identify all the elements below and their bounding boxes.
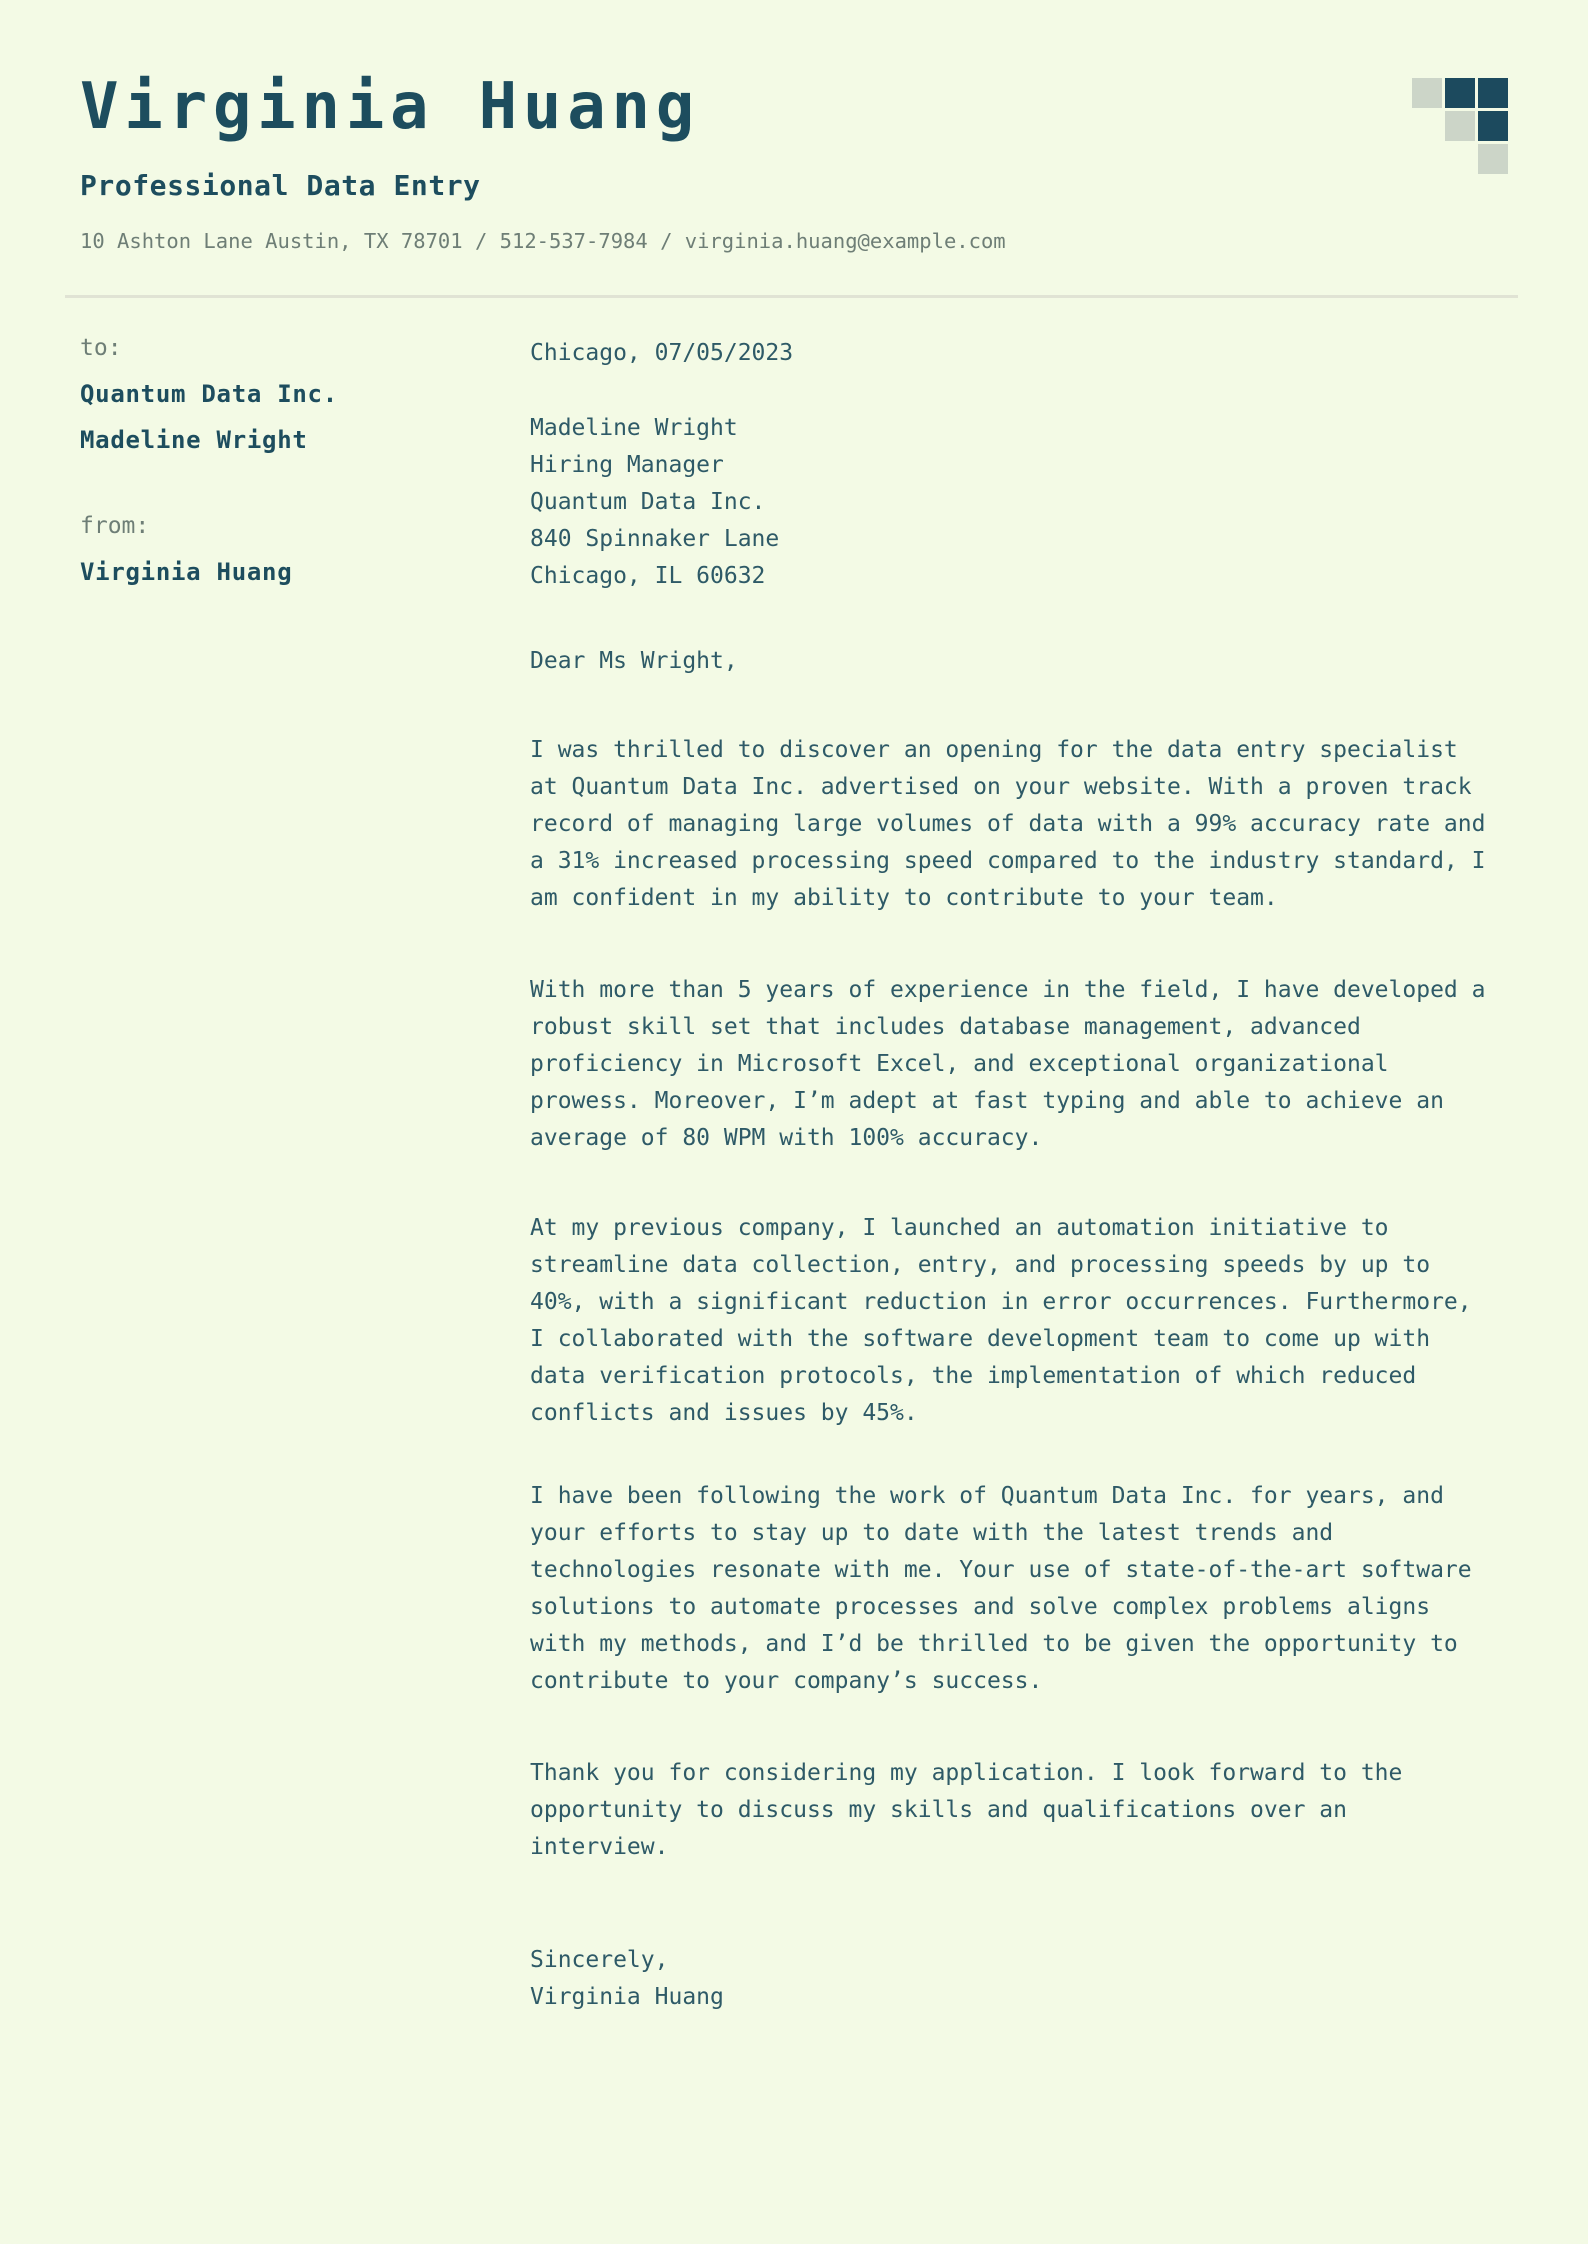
logo-cell [1445,111,1475,141]
from-label: from: [80,513,150,539]
divider [65,295,1518,298]
from-group [80,503,480,595]
recipient-block [530,410,1490,595]
contact-line: 10 Ashton Lane Austin, TX 78701 / 512-537-7984 / virginia.huang@example.com [80,229,1006,253]
from-person: Virginia Huang [80,558,293,586]
logo-squares-icon [1412,78,1508,174]
closing: Sincerely, [530,1947,669,1973]
paragraph-1: I was thrilled to discover an opening for the data entry specialist at Quantum Data Inc. advertised on your website. With a proven track record of managing large volumes of data with a 99% accuracy rate and a 31% increased processing speed compared to the industry standard, I am confident in my ability to contribute to your team. [530,737,1486,911]
logo-cell [1445,144,1475,174]
paragraph-3: At my previous company, I launched an automation initiative to streamline data collection, entry, and processing speeds by up to 40%, with a significant reduction in error occurrences. Furthermore, I collaborated with the software development team to come up with data verification protocols, the implementation of which reduced conflicts and issues by 45%. [530,1215,1472,1426]
recipient-role: Hiring Manager [530,452,724,478]
logo-cell [1445,78,1475,108]
logo-cell [1478,78,1508,108]
recipient-city: Chicago, IL 60632 [530,563,766,589]
letter-body [530,335,1490,2016]
applicant-name: Virginia Huang [80,70,701,144]
recipient-company: Quantum Data Inc. [530,489,766,515]
dateline: Chicago, 07/05/2023 [530,340,794,366]
logo-cell [1478,144,1508,174]
to-group [80,325,480,463]
logo-cell [1412,78,1442,108]
paragraph-5: Thank you for considering my application. I look forward to the opportunity to discuss my skills and qualifications over an interview. [530,1760,1403,1860]
paragraph-4: I have been following the work of Quantum Data Inc. for years, and your efforts to stay up to date with the latest trends and technologies resonate with me. Your use of state-of-the-art software solutions to automate processes and solve complex problems aligns with my methods, and I’d be thrilled to be given the opportunity to contribute to your company’s success. [530,1483,1472,1694]
logo-cell [1412,144,1442,174]
recipient-name: Madeline Wright [530,415,738,441]
signature-name: Virginia Huang [530,1984,724,2010]
to-person: Madeline Wright [80,426,308,454]
applicant-job-title: Professional Data Entry [80,169,481,202]
salutation: Dear Ms Wright, [530,648,738,674]
to-label: to: [80,335,122,361]
logo-cell [1412,111,1442,141]
paragraph-2: With more than 5 years of experience in the field, I have developed a robust skill set that includes database management, advanced proficiency in Microsoft Excel, and exceptional organizational prowess. Moreover, I’m adept at fast typing and able to achieve an average of 80 WPM with 100% accuracy. [530,977,1486,1151]
to-company: Quantum Data Inc. [80,380,338,408]
meta-column [80,325,480,595]
recipient-street: 840 Spinnaker Lane [530,526,780,552]
logo-cell [1478,111,1508,141]
